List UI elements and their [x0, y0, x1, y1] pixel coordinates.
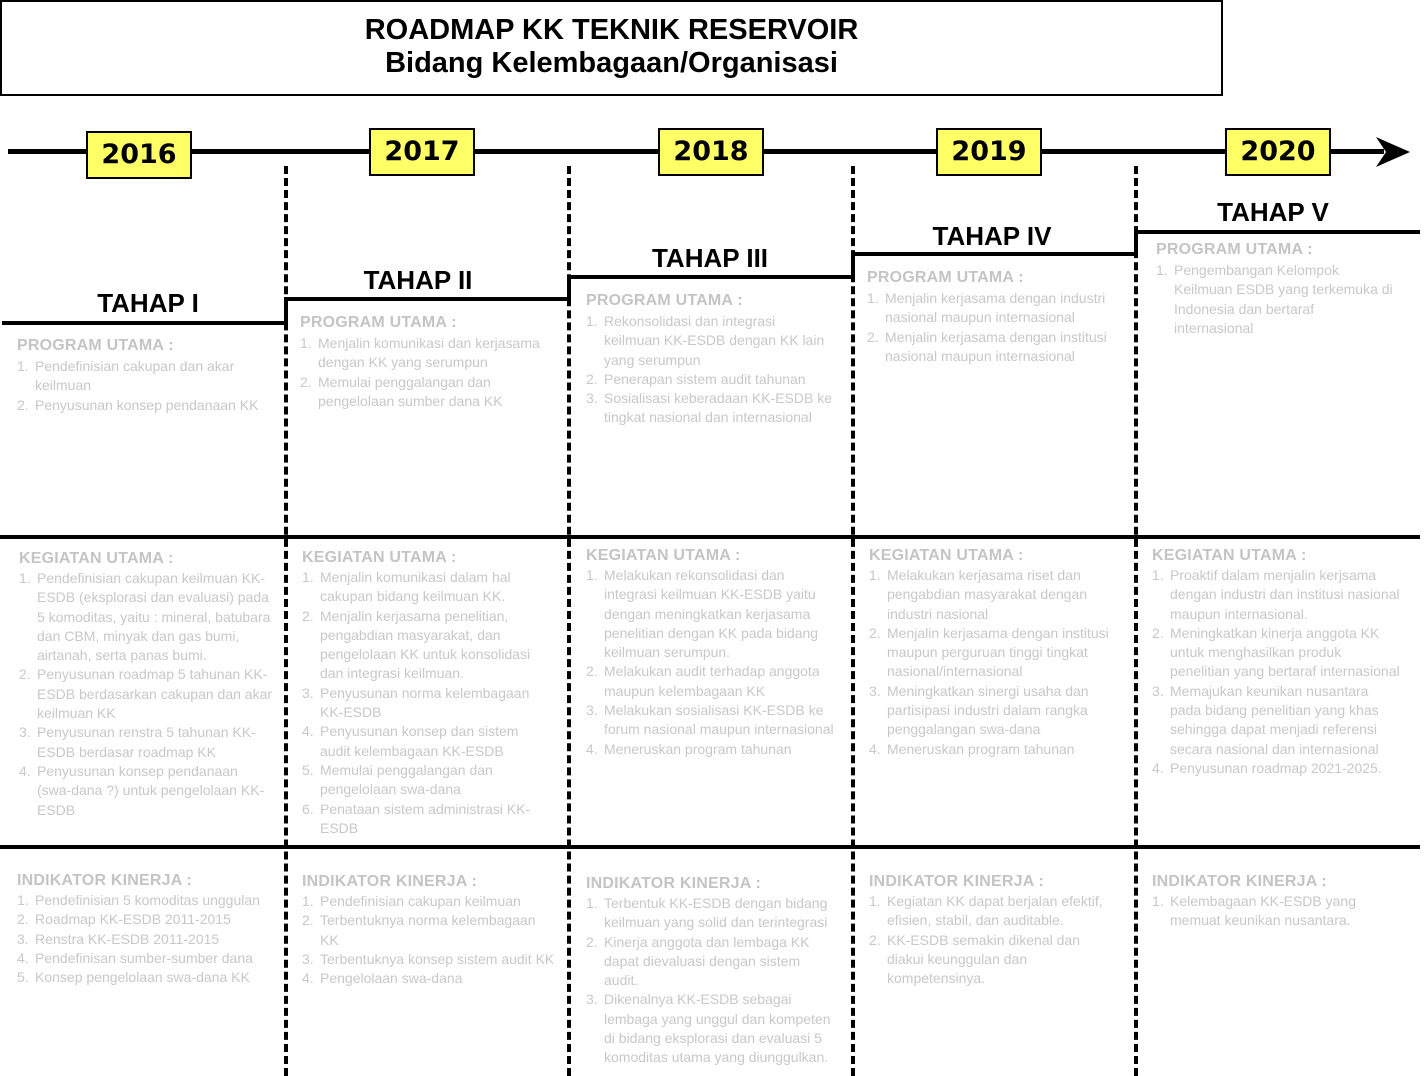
year-badge-2018: 2018 — [658, 128, 764, 176]
indikator-list — [586, 894, 836, 1068]
title-subtitle: Bidang Kelembagaan/Organisasi — [385, 47, 838, 79]
list-item: 2. Penyusunan roadmap 5 tahunan KK-ESDB berdasarkan cakupan dan akar keilmuan KK — [19, 666, 273, 722]
list-item: 3. Sosialisasi keberadaan KK-ESDB ke tingkat nasional dan internasional — [586, 390, 833, 426]
list-item: 2. Meningkatkan kinerja anggota KK untuk menghasilkan produk penelitian yang bertaraf internasional — [1152, 624, 1400, 680]
year-badge-2019: 2019 — [936, 128, 1042, 176]
kegiatan-title: KEGIATAN UTAMA : — [869, 547, 1024, 564]
list-item: 1. Kegiatan KK dapat berjalan efektif, efisien, stabil, dan auditable. — [869, 893, 1103, 929]
year-badge-2020: 2020 — [1225, 128, 1331, 176]
kegiatan-list — [869, 566, 1119, 759]
list-item: 1. Kelembagaan KK-ESDB yang memuat keunikan nusantara. — [1152, 893, 1356, 929]
kegiatan-title: KEGIATAN UTAMA : — [19, 550, 174, 567]
list-item: 4. Pendefinisan sumber-sumber dana — [17, 949, 253, 966]
program-list — [300, 334, 540, 411]
list-item: 2. Terbentuknya norma kelembagaan KK — [302, 912, 536, 948]
list-item: 3. Memajukan keunikan nusantara pada bidang penelitian yang khas sehingga dapat menjadi referensi secara nasional dan internasional — [1152, 682, 1379, 757]
year-badge-2017: 2017 — [369, 128, 475, 176]
stage-title-3: TAHAP III — [651, 243, 769, 273]
list-item: 1. Melakukan rekonsolidasi dan integrasi keilmuan KK-ESDB yaitu dengan meningkatkan kerjasama penelitian dengan KK pada bidang keilmuan serumpun. — [586, 567, 819, 661]
indikator-list — [302, 892, 556, 988]
indikator-list — [17, 891, 271, 987]
year-badge-2016: 2016 — [86, 131, 192, 179]
list-item: 1. Pendefinisian cakupan dan akar keilmuan — [17, 358, 235, 394]
list-item: 1. Proaktif dalam menjalin kerjsama dengan industri dan institusi nasional maupun internasional. — [1152, 567, 1400, 622]
list-item: 1. Melakukan kerjasama riset dan pengabdian masyarakat dengan industri nasional — [869, 567, 1088, 622]
indikator-title: INDIKATOR KINERJA : — [302, 873, 478, 890]
list-item: 3. Penyusunan renstra 5 tahunan KK-ESDB berdasar roadmap KK — [19, 724, 256, 760]
list-item: 2. Penerapan sistem audit tahunan — [586, 370, 806, 387]
program-list — [867, 289, 1113, 366]
indikator-title: INDIKATOR KINERJA : — [586, 875, 762, 892]
list-item: 4. Penyusunan konsep dan sistem audit kelembagaan KK-ESDB — [302, 723, 519, 759]
kegiatan-list — [19, 569, 273, 820]
indikator-list — [869, 892, 1119, 988]
list-item: 1. Menjalin komunikasi dan kerjasama dengan KK yang serumpun — [300, 335, 540, 371]
list-item: 2. Menjalin kerjasama dengan institusi maupun perguruan tinggi tingkat nasional/internasional — [869, 624, 1109, 680]
row-divider-indikator — [0, 845, 1420, 849]
indikator-list — [1152, 892, 1402, 931]
stage-title-5: TAHAP V — [1217, 197, 1329, 227]
program-title: PROGRAM UTAMA : — [867, 269, 1024, 286]
program-title: PROGRAM UTAMA : — [586, 292, 743, 309]
row-divider-kegiatan — [0, 535, 1420, 539]
list-item: 2. Melakukan audit terhadap anggota maupun kelembagaan KK — [586, 663, 820, 699]
list-item: 1. Menjalin komunikasi dalam hal cakupan bidang keilmuan KK. — [302, 569, 511, 605]
list-item: 1. Pendefinisian cakupan keilmuan — [302, 893, 521, 909]
list-item: 1. Pendefinisian 5 komoditas unggulan — [17, 892, 260, 908]
list-item: 4. Meneruskan program tahunan — [586, 740, 792, 757]
list-item: 2. Menjalin kerjasama penelitian, pengabdian masyarakat, dan pengelolaan KK untuk konsolidasi dan integrasi keilmuan. — [302, 607, 531, 682]
list-item: 1. Pendefinisian cakupan keilmuan KK-ESDB (eksplorasi dan evaluasi) pada 5 komoditas, yaitu : mineral, batubara dan CBM, minyak dan gas bumi, airtanah, serta panas bumi. — [19, 570, 271, 664]
kegiatan-list — [586, 566, 834, 759]
list-item: 4. Pengelolaan swa-dana — [302, 970, 463, 987]
kegiatan-title: KEGIATAN UTAMA : — [1152, 547, 1307, 564]
indikator-title: INDIKATOR KINERJA : — [1152, 873, 1328, 890]
list-item: 5. Konsep pengelolaan swa-dana KK — [17, 969, 250, 986]
list-item: 5. Memulai penggalangan dan pengelolaan swa-dana — [302, 761, 493, 798]
list-item: 3. Melakukan sosialisasi KK-ESDB ke forum nasional maupun internasional — [586, 702, 834, 738]
program-title: PROGRAM UTAMA : — [1156, 241, 1313, 258]
kegiatan-title: KEGIATAN UTAMA : — [586, 547, 741, 564]
program-list — [1156, 261, 1396, 338]
list-item: 4. Penyusunan roadmap 2021-2025. — [1152, 759, 1382, 776]
program-title: PROGRAM UTAMA : — [17, 337, 174, 354]
program-list — [586, 312, 832, 428]
program-title: PROGRAM UTAMA : — [300, 314, 457, 331]
list-item: 6. Penataan sistem administrasi KK-ESDB — [302, 800, 531, 836]
list-item: 3. Penyusunan norma kelembagaan KK-ESDB — [302, 684, 530, 721]
list-item: 2. Menjalin kerjasama dengan institusi nasional maupun internasional — [867, 328, 1107, 364]
stage-title-2: TAHAP II — [363, 265, 473, 295]
stage-title-1: TAHAP I — [97, 288, 199, 318]
list-item: 4. Penyusunan konsep pendanaan (swa-dana ?) untuk pengelolaan KK-ESDB — [19, 762, 265, 818]
list-item: 4. Meneruskan program tahunan — [869, 740, 1075, 757]
list-item: 2. Kinerja anggota dan lembaga KK dapat dievaluasi dengan sistem audit. — [586, 933, 810, 989]
list-item: 3. Renstra KK-ESDB 2011-2015 — [17, 930, 220, 947]
list-item: 1. Pengembangan Kelompok Keilmuan ESDB yang terkemuka di Indonesia dan bertaraf internasional — [1156, 262, 1393, 336]
list-item: 1. Menjalin kerjasama dengan industri nasional maupun internasional — [867, 290, 1106, 326]
list-item: 2. Memulai penggalangan dan pengelolaan sumber dana KK — [300, 373, 503, 409]
list-item: 3. Terbentuknya konsep sistem audit KK — [302, 950, 555, 967]
kegiatan-title: KEGIATAN UTAMA : — [302, 549, 457, 566]
list-item: 2. Roadmap KK-ESDB 2011-2015 — [17, 911, 231, 928]
program-list — [17, 357, 267, 415]
kegiatan-list — [1152, 566, 1402, 778]
indikator-title: INDIKATOR KINERJA : — [17, 872, 193, 889]
list-item: 2. Penyusunan konsep pendanaan KK — [17, 396, 259, 413]
list-item: 2. KK-ESDB semakin dikenal dan diakui keunggulan dan kompetensinya. — [869, 931, 1080, 987]
list-item: 3. Meningkatkan sinergi usaha dan partisipasi industri dalam rangka penggalangan swa-dana — [869, 682, 1089, 738]
list-item: 1. Rekonsolidasi dan integrasi keilmuan KK-ESDB dengan KK lain yang serumpun — [586, 313, 825, 368]
kegiatan-list — [302, 568, 552, 838]
list-item: 1. Terbentuk KK-ESDB dengan bidang keilmuan yang solid dan terintegrasi — [586, 895, 828, 931]
list-item: 3. Dikenalnya KK-ESDB sebagai lembaga yang unggul dan kompeten di bidang eksplorasi dan evaluasi 5 komoditas utama yang diunggulkan. — [586, 991, 831, 1066]
title-main: ROADMAP KK TEKNIK RESERVOIR — [364, 14, 859, 46]
stage-title-4: TAHAP IV — [932, 221, 1052, 251]
indikator-title: INDIKATOR KINERJA : — [869, 873, 1045, 890]
